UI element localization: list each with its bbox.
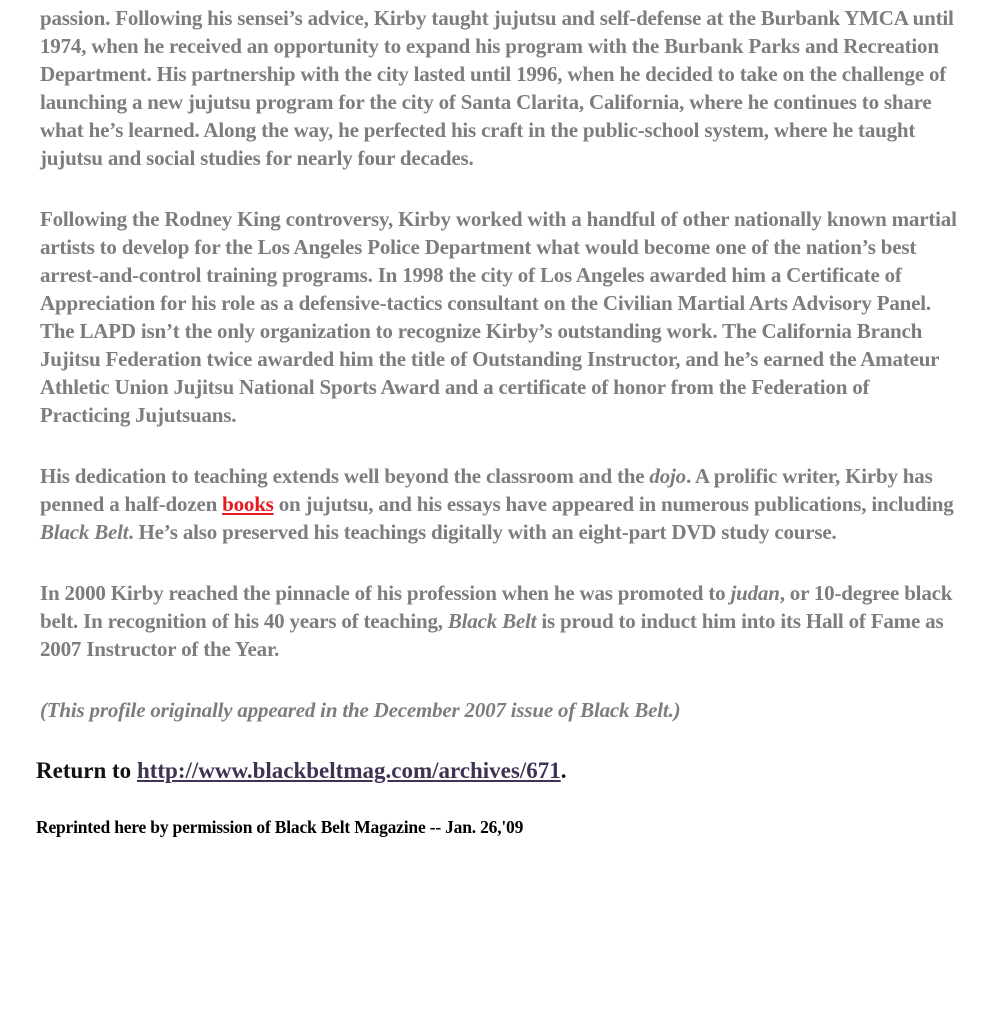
- text-run: is proud to induct him into its Hall of Fame as 2007 Instructor of the Year.: [40, 609, 944, 661]
- text-run: (This profile originally appeared in the December 2007 issue of Black Belt.): [40, 698, 681, 722]
- text-run: His dedication to teaching extends well beyond the classroom and the: [40, 464, 650, 488]
- text-run: on jujutsu, and his essays have appeared in numerous publications, including: [273, 492, 954, 516]
- text-run: , or 10-degree black belt. In recognition of his 40 years of teaching,: [40, 581, 953, 633]
- paragraph-judan: [40, 579, 962, 663]
- paragraph-profile-note: [40, 696, 962, 724]
- text-run: .: [560, 758, 567, 783]
- text-run: Black Belt: [447, 609, 537, 633]
- text-run: judan: [730, 581, 780, 605]
- paragraph-writing: [40, 462, 962, 546]
- permission-note: Reprinted here by permission of Black Belt Magazine -- Jan. 26,'09: [36, 817, 524, 837]
- text-run: The LAPD isn’t the only organization to recognize Kirby’s outstanding work. The California Branch Jujitsu Federation twice awarded him the title of Outstanding Instructor, and he’s earned the Amateur Athletic Union Jujitsu National Sports Award and a certificate of honor from the Federation of Practicing Jujutsuans.: [40, 319, 939, 427]
- text-run: passion. Following his sensei’s advice, Kirby taught jujutsu and self-defense at the Burbank YMCA until 1974, when he received an opportunity to expand his program with the Burbank Parks and Recreation Department. His partnership with the city lasted until 1996, when he decided to take on the challenge of launching a new jujutsu program for the city of Santa Clarita, California, where he continues to share what he’s learned. Along the way, he perfected his craft in the public-school system, where he taught jujutsu and social studies for nearly four decades.: [40, 6, 954, 170]
- paragraph-lapd: [40, 205, 962, 317]
- books-link[interactable]: books: [222, 492, 274, 516]
- return-line: [36, 757, 962, 785]
- text-run: Black Belt: [40, 520, 129, 544]
- paragraph-career: [40, 4, 962, 172]
- text-run: In 2000 Kirby reached the pinnacle of his profession when he was promoted to: [40, 581, 731, 605]
- text-run: Return to: [36, 758, 137, 783]
- body-text: [36, 4, 962, 724]
- text-run: . He’s also preserved his teachings digitally with an eight-part DVD study course.: [128, 520, 837, 544]
- text-run: Following the Rodney King controversy, Kirby worked with a handful of other nationally known martial artists to develop for the Los Angeles Police Department what would become one of the nation’s best arrest-and-control training programs. In 1998 the city of Los Angeles awarded him a Certificate of Appreciation for his role as a defensive-tactics consultant on the Civilian Martial Arts Advisory Panel.: [40, 207, 957, 315]
- archives-link[interactable]: http://www.blackbeltmag.com/archives/671: [136, 758, 561, 783]
- text-run: dojo: [649, 464, 686, 488]
- text-run: . A prolific writer, Kirby has penned a half-dozen: [40, 464, 933, 516]
- paragraph-awards: [40, 317, 962, 429]
